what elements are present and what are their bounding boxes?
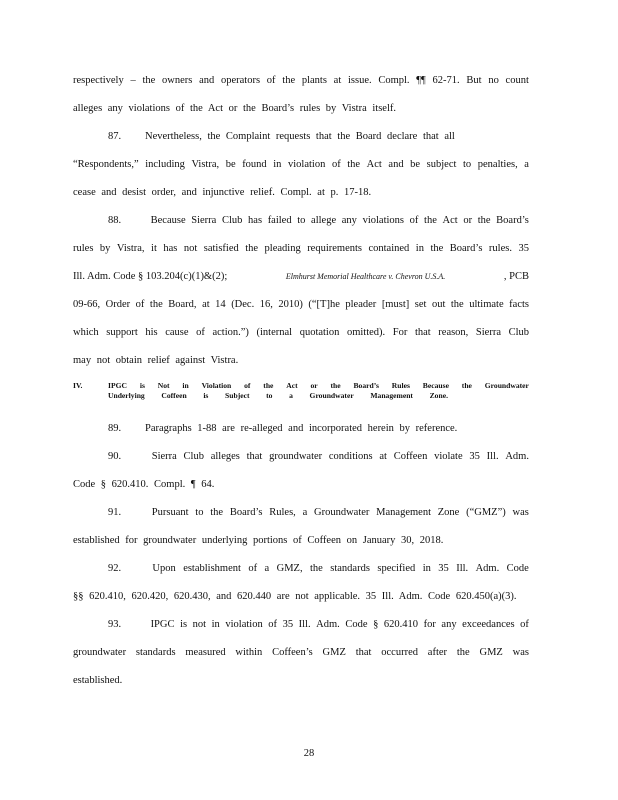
text-word: 35	[282, 619, 294, 630]
text-word: Sierra	[151, 451, 177, 462]
text-word: is	[180, 619, 188, 630]
heading-word: Because	[422, 381, 449, 390]
text-word: 35	[518, 243, 529, 254]
text-word: Ill. Adm. Code § 103.204(c)(1)&(2);	[73, 271, 228, 282]
text-word: violation	[225, 619, 263, 630]
text-word: and	[388, 159, 404, 170]
text-word: (“GMZ”)	[466, 507, 506, 518]
text-word: the	[477, 215, 491, 226]
text-word: his	[145, 327, 158, 338]
text-word: §	[373, 619, 379, 630]
heading-word: IPGC	[108, 381, 127, 390]
text-word: Code	[345, 619, 368, 630]
text-word: not	[192, 619, 207, 630]
text-word: Because	[150, 215, 186, 226]
text-word: that	[246, 451, 263, 462]
text-run: established for groundwater underlying portions of Coffeen on January 30, 2018.	[73, 535, 444, 546]
text-word: failed	[267, 215, 292, 226]
paragraph-number: 90.	[108, 451, 122, 462]
text-word: reason,	[438, 327, 469, 338]
text-word: including	[145, 159, 185, 170]
text-word: Board’s	[496, 215, 529, 226]
text-run: Paragraphs 1-88 are re-alleged and incorporated herein by reference.	[145, 423, 458, 434]
heading-word: the	[263, 381, 274, 390]
paragraph-number: 88.	[108, 215, 122, 226]
text-word: facts	[509, 299, 529, 310]
text-word: respectively	[73, 75, 124, 86]
text-word: that	[414, 327, 431, 338]
heading-word: of	[244, 381, 251, 390]
heading-word: a	[289, 391, 293, 400]
text-line	[73, 562, 529, 576]
text-word: by	[99, 243, 111, 254]
text-word: standards	[135, 647, 176, 658]
text-word: was	[512, 507, 529, 518]
text-word: exceedances	[462, 619, 515, 630]
text-word: Zone	[437, 507, 460, 518]
text-word: quotation	[299, 327, 340, 338]
text-word: of	[196, 327, 205, 338]
text-word: ¶¶	[416, 75, 426, 86]
text-word: of	[520, 619, 529, 630]
text-word: For	[392, 327, 408, 338]
text-word: in	[415, 243, 424, 254]
heading-word: Act	[286, 381, 298, 390]
heading-word: Coffeen	[161, 391, 187, 400]
text-line	[73, 298, 529, 312]
text-word: measured	[185, 647, 226, 658]
text-word: of	[268, 619, 278, 630]
text-word: support	[106, 327, 138, 338]
text-word: to	[463, 159, 472, 170]
text-word: specified	[377, 563, 416, 574]
text-word: Ill.	[298, 619, 311, 630]
text-line	[73, 326, 529, 340]
text-word: Upon	[152, 563, 176, 574]
text-line	[73, 102, 529, 116]
text-word: Club	[183, 451, 204, 462]
heading-word: or	[310, 381, 318, 390]
text-word: any	[341, 215, 357, 226]
text-word: has	[163, 243, 178, 254]
text-word: GMZ	[479, 647, 503, 658]
text-word: set	[414, 299, 427, 310]
text-word: Board’s	[229, 507, 263, 518]
text-word: for	[423, 619, 436, 630]
heading-word: Subject	[225, 391, 250, 400]
text-word: Act	[366, 159, 382, 170]
text-word: Adm.	[316, 619, 340, 630]
text-word: issue.	[347, 75, 372, 86]
text-word: after	[427, 647, 448, 658]
text-word: out	[431, 299, 446, 310]
text-word: GMZ,	[276, 563, 303, 574]
text-word: alleges	[210, 451, 240, 462]
text-word: omitted).	[346, 327, 386, 338]
text-word: that	[355, 647, 372, 658]
text-line	[73, 590, 529, 604]
text-word: violations	[362, 215, 404, 226]
text-run: established.	[73, 675, 123, 686]
text-word: the	[430, 243, 444, 254]
text-line	[73, 158, 529, 172]
text-word: of	[409, 215, 419, 226]
text-word: to	[297, 215, 306, 226]
text-run: cease and desist order, and injunctive relief. Compl. at p. 17-18.	[73, 187, 372, 198]
text-run: §§ 620.410, 620.420, 620.430, and 620.440 are not applicable. 35 Ill. Adm. Code 620.450(a)(3).	[73, 591, 517, 602]
text-run: may not obtain relief against Vistra.	[73, 355, 239, 366]
heading-word: is	[139, 381, 145, 390]
text-word: establishment	[183, 563, 241, 574]
text-word: Adm.	[505, 451, 529, 462]
text-word: Vistra,	[116, 243, 145, 254]
text-word: was	[512, 647, 529, 658]
text-word: groundwater	[269, 451, 323, 462]
text-word: conditions	[328, 451, 373, 462]
text-word: But	[466, 75, 482, 86]
text-word: in	[211, 619, 220, 630]
text-word: at	[333, 75, 342, 86]
text-word: and	[199, 75, 215, 86]
text-word: a	[264, 563, 270, 574]
text-word: Rules,	[269, 507, 296, 518]
text-word: of	[266, 75, 276, 86]
text-line	[73, 646, 529, 660]
text-word: –	[130, 75, 136, 86]
heading-word: Groundwater	[309, 391, 354, 400]
text-word: (“[T]he	[308, 299, 340, 310]
text-run: Code § 620.410. Compl. ¶ 64.	[73, 479, 215, 490]
text-word: 14	[215, 299, 226, 310]
text-word: Coffeen	[393, 451, 428, 462]
text-word: 2010)	[278, 299, 303, 310]
text-line	[73, 506, 529, 520]
text-word: the	[310, 563, 323, 574]
text-word: the	[424, 215, 437, 226]
section-roman-numeral: IV.	[73, 381, 83, 390]
text-word: found	[242, 159, 267, 170]
text-line	[73, 214, 529, 228]
text-word: a	[524, 159, 529, 170]
text-word: “Respondents,”	[73, 159, 139, 170]
text-word: to	[195, 507, 204, 518]
paragraph-number: 87.	[108, 131, 122, 142]
text-word: satisfied	[203, 243, 239, 254]
text-word: Adm.	[475, 563, 500, 574]
heading-word: the	[330, 381, 341, 390]
text-word: the	[245, 243, 259, 254]
text-word: rules.	[488, 243, 512, 254]
heading-line-1	[108, 381, 529, 391]
text-word: the	[282, 75, 296, 86]
paragraph-number: 92.	[108, 563, 122, 574]
text-word: no	[488, 75, 499, 86]
text-word: it	[151, 243, 157, 254]
text-word: Club	[508, 327, 529, 338]
text-word: Club	[221, 215, 243, 226]
text-line	[73, 450, 529, 464]
text-word: Compl.	[378, 75, 410, 86]
heading-line-2	[108, 391, 448, 401]
text-word: contained	[368, 243, 410, 254]
text-word: Ill.	[456, 563, 469, 574]
text-word: Order	[105, 299, 131, 310]
text-word: any	[441, 619, 457, 630]
text-word: pleading	[264, 243, 301, 254]
text-line	[73, 354, 529, 368]
text-word: Pursuant	[151, 507, 189, 518]
text-word: the	[149, 299, 163, 310]
heading-word: Groundwater	[484, 381, 529, 390]
heading-word: is	[203, 391, 209, 400]
text-line	[73, 422, 529, 436]
text-word: in	[273, 159, 282, 170]
heading-word: Not	[157, 381, 170, 390]
text-word: the	[347, 159, 361, 170]
paragraph-number: 93.	[108, 619, 122, 630]
text-word: GMZ	[322, 647, 346, 658]
text-word: a	[302, 507, 308, 518]
text-word: Coffeen’s	[272, 647, 313, 658]
text-line	[73, 186, 529, 200]
heading-word: Rules	[391, 381, 410, 390]
text-word: be	[225, 159, 236, 170]
heading-word: in	[182, 381, 189, 390]
text-word: at	[379, 451, 387, 462]
text-line	[73, 270, 529, 284]
heading-word: Underlying	[108, 391, 145, 400]
text-word: Management	[376, 507, 431, 518]
text-word: of	[331, 159, 341, 170]
text-word: rules	[73, 243, 94, 254]
text-word: Sierra	[475, 327, 501, 338]
text-word: the	[456, 647, 470, 658]
text-run: alleges any violations of the Act or the Board’s rules by Vistra itself.	[73, 103, 396, 114]
heading-word: the	[461, 381, 472, 390]
text-word: occurred	[381, 647, 418, 658]
text-word: action.”)	[212, 327, 249, 338]
text-run: Nevertheless, the Complaint requests that the Board declare that all	[145, 131, 455, 142]
text-word: plants	[301, 75, 327, 86]
text-line	[73, 478, 529, 492]
text-word: has	[248, 215, 263, 226]
text-word: at	[202, 299, 210, 310]
page-number: 28	[303, 748, 315, 759]
text-word: owners	[162, 75, 193, 86]
heading-word: Violation	[201, 381, 232, 390]
text-word: the	[450, 299, 464, 310]
text-word: allege	[311, 215, 337, 226]
text-word: penalties,	[477, 159, 518, 170]
text-word: count	[505, 75, 529, 86]
case-citation: Elmhurst Memorial Healthcare v. Chevron U.S.A.	[285, 272, 446, 281]
heading-word: Board’s	[353, 381, 379, 390]
text-word: Board’s	[449, 243, 483, 254]
text-word: the	[142, 75, 156, 86]
text-word: not	[183, 243, 198, 254]
text-word: Sierra	[191, 215, 217, 226]
text-word: pleader	[345, 299, 377, 310]
text-word: standards	[330, 563, 370, 574]
text-line	[73, 674, 529, 688]
heading-word: Management	[370, 391, 413, 400]
text-line	[73, 130, 529, 144]
text-word: requirements	[307, 243, 362, 254]
text-word: of	[248, 563, 258, 574]
heading-word: Zone.	[429, 391, 448, 400]
text-line	[73, 618, 529, 632]
text-word: violation	[288, 159, 326, 170]
text-word: subject	[426, 159, 457, 170]
paragraph-number: 89.	[108, 423, 122, 434]
text-word: (Dec.	[231, 299, 255, 310]
text-line	[73, 242, 529, 256]
text-line	[73, 534, 529, 548]
text-word: Ill.	[486, 451, 499, 462]
text-word: 62-71.	[432, 75, 460, 86]
text-word: [must]	[381, 299, 410, 310]
text-word: Groundwater	[314, 507, 370, 518]
text-word: Act	[442, 215, 458, 226]
text-word: 09-66,	[73, 299, 101, 310]
text-word: 35	[469, 451, 480, 462]
text-word: Code	[506, 563, 529, 574]
text-word: be	[410, 159, 421, 170]
text-word: , PCB	[503, 271, 529, 282]
text-word: groundwater	[73, 647, 127, 658]
text-word: of	[135, 299, 145, 310]
text-word: in	[422, 563, 431, 574]
text-word: 16,	[259, 299, 273, 310]
text-word: cause	[165, 327, 189, 338]
text-line	[73, 74, 529, 88]
text-word: which	[73, 327, 99, 338]
heading-word: to	[266, 391, 273, 400]
text-word: within	[235, 647, 263, 658]
text-word: 35	[438, 563, 449, 574]
text-word: or	[463, 215, 473, 226]
paragraph-number: 91.	[108, 507, 122, 518]
text-word: violate	[434, 451, 463, 462]
text-word: IPGC	[150, 619, 175, 630]
text-word: the	[210, 507, 224, 518]
text-word: (internal	[256, 327, 293, 338]
text-word: 620.410	[383, 619, 419, 630]
text-word: ultimate	[469, 299, 504, 310]
text-word: operators	[220, 75, 261, 86]
text-word: Vistra,	[191, 159, 220, 170]
text-word: Board,	[168, 299, 197, 310]
